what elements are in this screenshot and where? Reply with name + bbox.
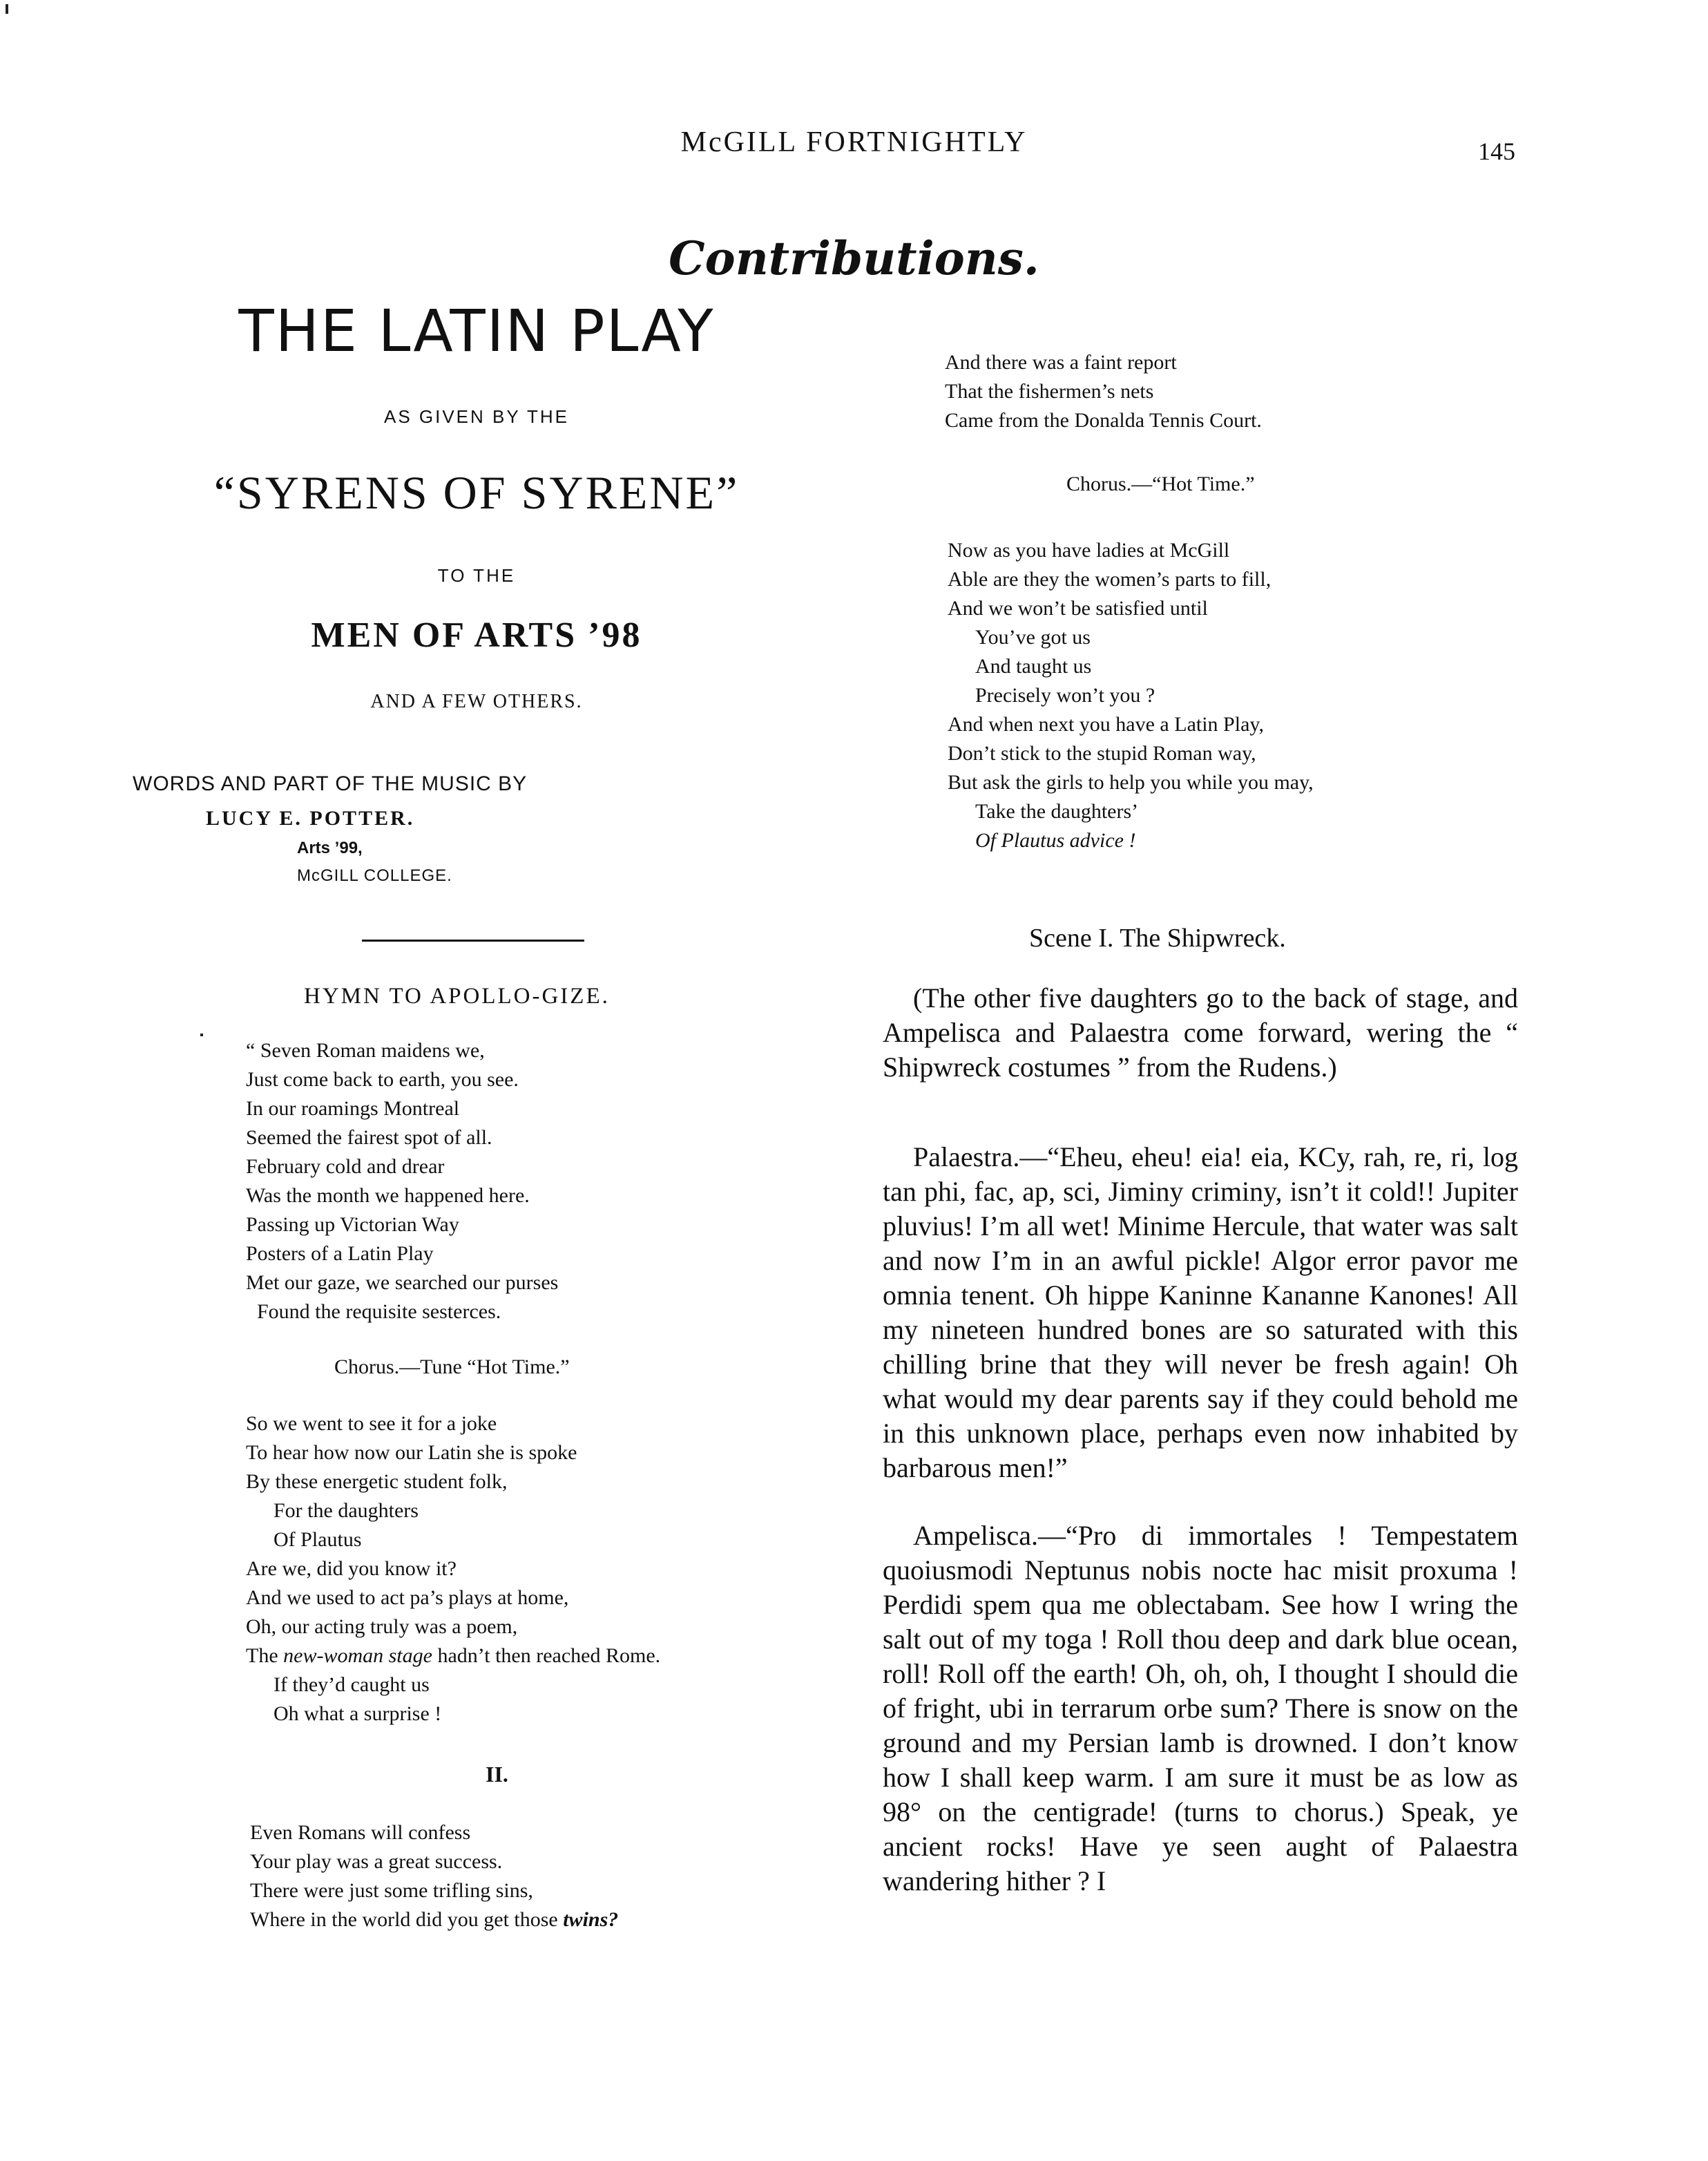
credit-line: WORDS AND PART OF THE MUSIC BY bbox=[133, 772, 528, 795]
stage-direction: (The other five daughters go to the back of stage, and Ampelisca and Palaestra come forward, wering the “ Shipwreck costumes ” from the Rudens.) bbox=[883, 982, 1518, 1083]
verse-line: And we used to act pa’s plays at home, bbox=[246, 1586, 569, 1609]
hymn-verse-3 bbox=[250, 1818, 618, 1934]
verse-line: Came from the Donalda Tennis Court. bbox=[945, 409, 1262, 432]
hymn-title: HYMN TO APOLLO-GIZE. bbox=[304, 984, 610, 1009]
verse-line: And there was a faint report bbox=[945, 351, 1177, 374]
author-name: LUCY E. POTTER. bbox=[206, 807, 415, 830]
verse-line: Are we, did you know it? bbox=[246, 1557, 457, 1580]
verse-line: By these energetic student folk, bbox=[246, 1470, 508, 1493]
emphasis-text: new-woman stage bbox=[283, 1644, 432, 1667]
hymn-verse-1 bbox=[246, 1036, 558, 1326]
verse-line: Don’t stick to the stupid Roman way, bbox=[948, 742, 1256, 765]
verse-line: Your play was a great success. bbox=[250, 1850, 503, 1873]
verse-line: Now as you have ladies at McGill bbox=[948, 539, 1230, 562]
chorus-label: Chorus.—Tune “Hot Time.” bbox=[334, 1355, 570, 1378]
section-title: Contributions. bbox=[669, 231, 1039, 285]
ampelisca-speech: Ampelisca.—“Pro di immortales ! Tempestatem quoiusmodi Neptunus nobis nocte hac misit proxuma ! Perdidi spem qua me oblectabam. See how I wring the salt out of my toga ! Roll thou deep and dark blue ocean, roll! Roll off the earth! Oh, oh, oh, I thought I should die of fright, ubi in terrarum orbe sum? There is snow on the ground and my Persian lamb is drowned. I don’t know how I shall keep warm. I am sure it must be as low as 98° on the centigrade! (turns to chorus.) Speak, ye ancient rocks! Have ye seen aught of Palaestra wandering hither ? I bbox=[883, 1520, 1518, 1896]
verse-line: Take the daughters’ bbox=[975, 800, 1139, 823]
verse-line: Of Plautus advice ! bbox=[975, 829, 1136, 852]
author-class: Arts ’99, bbox=[297, 839, 363, 857]
verse-line: Oh, our acting truly was a poem, bbox=[246, 1615, 518, 1638]
scan-mark bbox=[6, 4, 8, 14]
right-verse-1 bbox=[945, 348, 1262, 435]
verse-line: And we won’t be satisfied until bbox=[948, 597, 1208, 620]
verse-line: Was the month we happened here. bbox=[246, 1184, 530, 1207]
as-given-line: AS GIVEN BY THE bbox=[383, 406, 569, 427]
verse-text: The bbox=[246, 1644, 284, 1667]
chorus-label: Chorus.—“Hot Time.” bbox=[1066, 473, 1255, 495]
author-college: McGILL COLLEGE. bbox=[297, 866, 452, 885]
page-number: 145 bbox=[1478, 137, 1515, 165]
verse-line: Met our gaze, we searched our purses bbox=[246, 1271, 559, 1294]
verse-line: And when next you have a Latin Play, bbox=[948, 713, 1264, 736]
verse-line: Passing up Victorian Way bbox=[246, 1213, 459, 1236]
verse-line: There were just some trifling sins, bbox=[250, 1879, 533, 1902]
verse-line: So we went to see it for a joke bbox=[246, 1412, 497, 1435]
verse-line: Precisely won’t you ? bbox=[975, 684, 1155, 707]
verse-text: Where in the world did you get those bbox=[250, 1908, 564, 1931]
verse-line: If they’d caught us bbox=[274, 1673, 430, 1696]
verse-line: Even Romans will confess bbox=[250, 1821, 471, 1844]
divider-rule bbox=[362, 940, 584, 942]
verse-line: Just come back to earth, you see. bbox=[246, 1068, 519, 1091]
others-line: AND A FEW OTHERS. bbox=[370, 691, 583, 712]
verse-line: That the fishermen’s nets bbox=[945, 380, 1154, 403]
verse-line: And taught us bbox=[975, 655, 1092, 678]
scan-mark bbox=[200, 1034, 203, 1036]
emphasis-text: twins? bbox=[563, 1908, 619, 1931]
stanza-numeral: II. bbox=[486, 1762, 508, 1787]
company-name: “SYRENS OF SYRENE” bbox=[213, 466, 740, 519]
verse-line: You’ve got us bbox=[975, 626, 1091, 649]
verse-line bbox=[250, 1905, 618, 1934]
verse-line: Found the requisite sesterces. bbox=[257, 1300, 501, 1323]
verse-line: Posters of a Latin Play bbox=[246, 1242, 434, 1265]
scene-heading: Scene I. The Shipwreck. bbox=[1029, 924, 1286, 953]
verse-line bbox=[246, 1641, 660, 1670]
verse-line: Oh what a surprise ! bbox=[274, 1702, 442, 1725]
verse-line: But ask the girls to help you while you may, bbox=[948, 771, 1314, 794]
verse-line: Able are they the women’s parts to fill, bbox=[948, 568, 1272, 591]
hymn-verse-2 bbox=[246, 1409, 660, 1729]
verse-line: In our roamings Montreal bbox=[246, 1097, 460, 1120]
verse-line: Seemed the fairest spot of all. bbox=[246, 1126, 492, 1149]
right-verse-2 bbox=[948, 536, 1314, 855]
to-the-line: TO THE bbox=[437, 565, 516, 586]
verse-line: For the daughters bbox=[274, 1499, 419, 1522]
article-title: THE LATIN PLAY bbox=[238, 297, 715, 365]
verse-line: “ Seven Roman maidens we, bbox=[246, 1039, 485, 1062]
recipients-line: MEN OF ARTS ’98 bbox=[311, 616, 642, 655]
verse-text: hadn’t then reached Rome. bbox=[432, 1644, 661, 1667]
running-head: McGILL FORTNIGHTLY bbox=[680, 126, 1028, 158]
palaestra-speech: Palaestra.—“Eheu, eheu! eia! eia, KCy, rah, re, ri, log tan phi, fac, ap, sci, Jiminy criminy, isn’t it cold!! Jupiter pluvius! I’m all wet! Minime Hercule, that water was salt and now I’m in an awful pickle! Algor error pavor me omnia tenent. Oh hippe Kaninne Kananne Kanones! All my nineteen hundred bones are so saturated with this chilling brine that they will never be fresh again! Oh what would my dear parents say if they could behold me in this unknown place, perhaps even now inhabited by barbarous men!” bbox=[883, 1141, 1518, 1483]
verse-line: February cold and drear bbox=[246, 1155, 445, 1178]
verse-line: Of Plautus bbox=[274, 1528, 362, 1551]
verse-line: To hear how now our Latin she is spoke bbox=[246, 1441, 577, 1464]
